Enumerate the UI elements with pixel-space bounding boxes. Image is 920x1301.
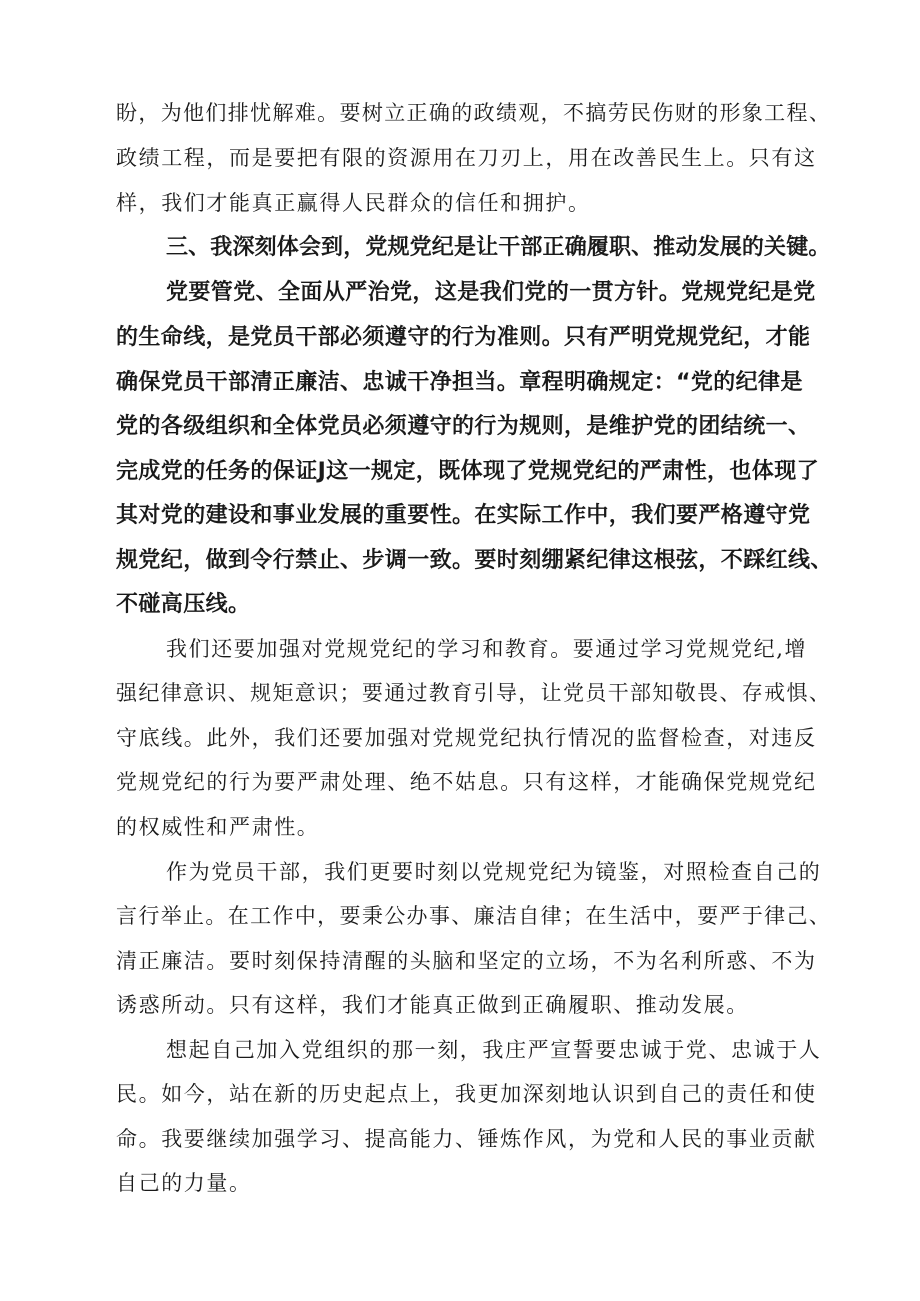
text-line: 作为党员干部，我们更要时刻以党规党纪为镜鉴，对照检查自己的 <box>166 860 822 884</box>
section-heading: 三、我深刻体会到，党规党纪是让干部正确履职、推动发展的关键。 <box>166 235 831 260</box>
text-line: 强纪律意识、规矩意识；要通过教育引导，让党员干部知敬畏、存戒惧、 <box>116 681 832 705</box>
text-line: 的权威性和严肃性。 <box>116 815 320 839</box>
text-line: 不碰高压线。 <box>116 592 251 617</box>
text-line: 言行举止。在工作中，要秉公办事、廉洁自律；在生活中，要严于律己、 <box>116 904 832 928</box>
text-line: 党规党纪的行为要严肃处理、绝不姑息。只有这样，才能确保党规党纪 <box>116 770 817 794</box>
text-line: 命。我要继续加强学习、提高能力、锤炼作风，为党和人民的事业贡献 <box>116 1127 817 1151</box>
text-line: 党要管党、全面从严治党，这是我们党的一贯方针。党规党纪是党 <box>166 280 816 305</box>
text-line: 民。如今，站在新的历史起点上，我更加深刻地认识到自己的责任和使 <box>116 1082 817 1106</box>
text-line: 确保党员干部清正廉洁、忠诚干净担当。章程明确规定：“党的纪律是 <box>116 370 803 395</box>
text-line: 诱惑所动。只有这样，我们才能真正做到正确履职、推动发展。 <box>116 993 749 1017</box>
text-line: 规党纪，做到令行禁止、步调一致。要时刻绷紧纪律这根弦，不踩红线、 <box>116 548 833 573</box>
text-line: 完成党的任务的保证J这一规定，既体现了党规党纪的严肃性，也体现了 <box>116 459 819 484</box>
text-line: 想起自己加入党组织的那一刻，我庄严宣誓要忠诚于党、忠诚于人 <box>166 1038 822 1062</box>
text-line: 其对党的建设和事业发展的重要性。在实际工作中，我们要严格遵守党 <box>116 503 811 528</box>
text-line: 守底线。此外，我们还要加强对党规党纪执行情况的监督检查，对违反 <box>116 726 817 750</box>
text-line: 我们还要加强对党规党纪的学习和教育。要通过学习党规党纪,增 <box>166 637 808 661</box>
text-line: 的生命线，是党员干部必须遵守的行为准则。只有严明党规党纪，才能 <box>116 325 811 350</box>
text-line: 党的各级组织和全体党员必须遵守的行为规则，是维护党的团结统一、 <box>116 414 811 439</box>
text-line: 自己的力量。 <box>116 1171 252 1195</box>
text-line: 样，我们才能真正赢得人民群众的信任和拥护。 <box>116 191 591 215</box>
text-line: 政绩工程，而是要把有限的资源用在刀刃上，用在改善民生上。只有这 <box>116 146 817 170</box>
text-line: 清正廉洁。要时刻保持清醒的头脑和坚定的立场，不为名利所惑、不为 <box>116 949 817 973</box>
text-line: 盼，为他们排忧解难。要树立正确的政绩观，不搞劳民伤财的形象工程、 <box>116 101 832 125</box>
